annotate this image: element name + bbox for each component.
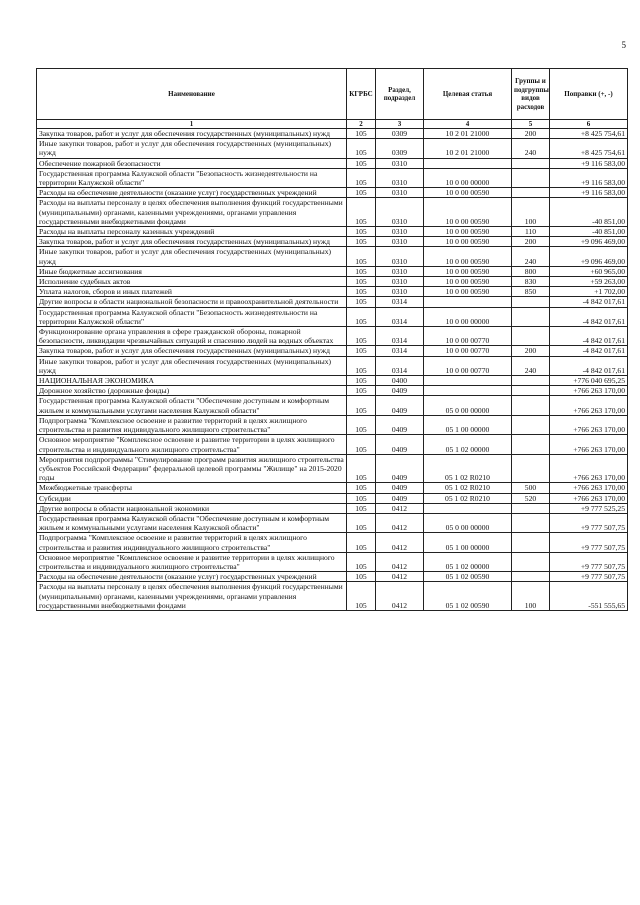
cell-group bbox=[512, 168, 550, 187]
column-number: 1 bbox=[37, 120, 347, 129]
cell-section: 0412 bbox=[376, 552, 424, 571]
cell-group bbox=[512, 158, 550, 168]
cell-target: 05 1 02 R0210 bbox=[424, 483, 512, 493]
cell-target: 10 0 00 00000 bbox=[424, 168, 512, 187]
cell-target: 10 0 00 00590 bbox=[424, 237, 512, 247]
cell-kgrbs: 105 bbox=[347, 139, 376, 158]
cell-target bbox=[424, 386, 512, 396]
cell-amount: +9 116 583,00 bbox=[550, 168, 628, 187]
cell-section: 0409 bbox=[376, 396, 424, 415]
cell-name: Иные закупки товаров, работ и услуг для обеспечения государственных (муниципальных) нужд bbox=[37, 247, 347, 266]
table-row bbox=[37, 415, 628, 434]
cell-target: 10 0 00 00770 bbox=[424, 356, 512, 375]
cell-target: 05 0 00 00000 bbox=[424, 513, 512, 532]
cell-group bbox=[512, 533, 550, 552]
cell-amount: +766 263 170,00 bbox=[550, 454, 628, 483]
cell-target bbox=[424, 158, 512, 168]
cell-amount: -40 851,00 bbox=[550, 198, 628, 227]
cell-target: 05 1 02 00000 bbox=[424, 552, 512, 571]
cell-group: 200 bbox=[512, 346, 550, 356]
cell-section: 0310 bbox=[376, 198, 424, 227]
cell-amount: -4 842 017,61 bbox=[550, 327, 628, 346]
table-row bbox=[37, 287, 628, 297]
cell-target: 10 2 01 21000 bbox=[424, 129, 512, 139]
cell-section: 0400 bbox=[376, 376, 424, 386]
cell-target: 05 1 02 00590 bbox=[424, 582, 512, 611]
column-header-group: Группы и подгруппы видов расходов bbox=[512, 69, 550, 120]
cell-amount: +766 263 170,00 bbox=[550, 483, 628, 493]
cell-section: 0314 bbox=[376, 307, 424, 326]
cell-target: 05 1 02 00590 bbox=[424, 572, 512, 582]
cell-section: 0310 bbox=[376, 188, 424, 198]
cell-section: 0310 bbox=[376, 247, 424, 266]
cell-kgrbs: 105 bbox=[347, 435, 376, 454]
cell-group bbox=[512, 454, 550, 483]
cell-target: 05 0 00 00000 bbox=[424, 396, 512, 415]
cell-amount: +9 096 469,00 bbox=[550, 247, 628, 266]
cell-group bbox=[512, 307, 550, 326]
table-row bbox=[37, 129, 628, 139]
cell-group: 100 bbox=[512, 198, 550, 227]
table-row bbox=[37, 552, 628, 571]
cell-name: Другие вопросы в области национальной экономики bbox=[37, 503, 347, 513]
column-number-row bbox=[37, 120, 628, 129]
cell-group bbox=[512, 376, 550, 386]
cell-amount: -4 842 017,61 bbox=[550, 356, 628, 375]
cell-kgrbs: 105 bbox=[347, 307, 376, 326]
cell-target: 10 0 00 00590 bbox=[424, 188, 512, 198]
cell-group: 830 bbox=[512, 277, 550, 287]
cell-section: 0409 bbox=[376, 435, 424, 454]
cell-kgrbs: 105 bbox=[347, 582, 376, 611]
cell-section: 0310 bbox=[376, 287, 424, 297]
page-number: 5 bbox=[621, 40, 626, 50]
cell-target: 10 0 00 00590 bbox=[424, 247, 512, 266]
cell-group: 240 bbox=[512, 247, 550, 266]
cell-target: 10 0 00 00590 bbox=[424, 287, 512, 297]
cell-amount: +9 777 507,75 bbox=[550, 552, 628, 571]
cell-section: 0412 bbox=[376, 582, 424, 611]
table-body bbox=[37, 129, 628, 611]
cell-amount: -40 851,00 bbox=[550, 227, 628, 237]
cell-name: Закупка товаров, работ и услуг для обеспечения государственных (муниципальных) нужд bbox=[37, 346, 347, 356]
cell-kgrbs: 105 bbox=[347, 376, 376, 386]
cell-group bbox=[512, 327, 550, 346]
cell-target: 10 0 00 00000 bbox=[424, 307, 512, 326]
column-number: 4 bbox=[424, 120, 512, 129]
cell-group: 240 bbox=[512, 356, 550, 375]
cell-kgrbs: 105 bbox=[347, 346, 376, 356]
cell-kgrbs: 105 bbox=[347, 454, 376, 483]
cell-section: 0310 bbox=[376, 168, 424, 187]
table-row bbox=[37, 346, 628, 356]
cell-kgrbs: 105 bbox=[347, 503, 376, 513]
cell-name: Расходы на выплаты персоналу в целях обеспечения выполнения функций государственными (муниципальными) органами, казенными учреждениями, органами управления государственными внебюджетными фондами bbox=[37, 198, 347, 227]
cell-kgrbs: 105 bbox=[347, 572, 376, 582]
cell-section: 0412 bbox=[376, 533, 424, 552]
cell-kgrbs: 105 bbox=[347, 158, 376, 168]
cell-section: 0409 bbox=[376, 415, 424, 434]
cell-section: 0314 bbox=[376, 297, 424, 307]
table-row bbox=[37, 376, 628, 386]
table-row bbox=[37, 227, 628, 237]
cell-kgrbs: 105 bbox=[347, 327, 376, 346]
cell-name: НАЦИОНАЛЬНАЯ ЭКОНОМИКА bbox=[37, 376, 347, 386]
cell-amount: +9 777 507,75 bbox=[550, 572, 628, 582]
table-row bbox=[37, 396, 628, 415]
cell-name: Государственная программа Калужской области "Безопасность жизнедеятельности на территории Калужской области" bbox=[37, 168, 347, 187]
cell-amount: -551 555,65 bbox=[550, 582, 628, 611]
table-row bbox=[37, 168, 628, 187]
cell-name: Мероприятия подпрограммы "Стимулирование программ развития жилищного строительства субъектов Российской Федерации" федеральной целевой программы "Жилище" на 2015-2020 годы bbox=[37, 454, 347, 483]
column-number: 5 bbox=[512, 120, 550, 129]
table-row bbox=[37, 356, 628, 375]
cell-name: Расходы на обеспечение деятельности (оказание услуг) государственных учреждений bbox=[37, 188, 347, 198]
table-row bbox=[37, 483, 628, 493]
cell-kgrbs: 105 bbox=[347, 386, 376, 396]
cell-name: Подпрограмма "Комплексное освоение и развитие территорий в целях жилищного строительства и развития индивидуального жилищного строительства" bbox=[37, 415, 347, 434]
table-row bbox=[37, 327, 628, 346]
cell-kgrbs: 105 bbox=[347, 287, 376, 297]
cell-name: Другие вопросы в области национальной безопасности и правоохранительной деятельности bbox=[37, 297, 347, 307]
cell-group bbox=[512, 386, 550, 396]
cell-kgrbs: 105 bbox=[347, 297, 376, 307]
cell-amount: +9 116 583,00 bbox=[550, 188, 628, 198]
cell-amount: +9 096 469,00 bbox=[550, 237, 628, 247]
cell-group: 800 bbox=[512, 266, 550, 276]
cell-amount: +8 425 754,61 bbox=[550, 139, 628, 158]
cell-target bbox=[424, 503, 512, 513]
table-row bbox=[37, 454, 628, 483]
cell-kgrbs: 105 bbox=[347, 168, 376, 187]
cell-group: 100 bbox=[512, 582, 550, 611]
cell-section: 0409 bbox=[376, 454, 424, 483]
cell-section: 0314 bbox=[376, 327, 424, 346]
cell-kgrbs: 105 bbox=[347, 129, 376, 139]
column-header-kgrbs: КГРБС bbox=[347, 69, 376, 120]
table-row bbox=[37, 307, 628, 326]
column-header-target: Целевая статья bbox=[424, 69, 512, 120]
cell-group: 240 bbox=[512, 139, 550, 158]
cell-section: 0310 bbox=[376, 266, 424, 276]
cell-amount: +8 425 754,61 bbox=[550, 129, 628, 139]
cell-name: Субсидии bbox=[37, 493, 347, 503]
cell-kgrbs: 105 bbox=[347, 277, 376, 287]
table-row bbox=[37, 493, 628, 503]
column-header-amount: Поправки (+, -) bbox=[550, 69, 628, 120]
table-row bbox=[37, 513, 628, 532]
cell-group bbox=[512, 297, 550, 307]
cell-name: Иные закупки товаров, работ и услуг для обеспечения государственных (муниципальных) нужд bbox=[37, 356, 347, 375]
cell-amount: -4 842 017,61 bbox=[550, 307, 628, 326]
cell-name: Иные бюджетные ассигнования bbox=[37, 266, 347, 276]
table-row bbox=[37, 158, 628, 168]
cell-section: 0310 bbox=[376, 277, 424, 287]
cell-amount: +1 702,00 bbox=[550, 287, 628, 297]
cell-amount: -4 842 017,61 bbox=[550, 297, 628, 307]
cell-section: 0310 bbox=[376, 227, 424, 237]
cell-target: 10 0 00 00590 bbox=[424, 277, 512, 287]
cell-name: Основное мероприятие "Комплексное освоение и развитие территории в целях жилищного строительства и индивидуального жилищного строительства" bbox=[37, 435, 347, 454]
cell-group: 200 bbox=[512, 129, 550, 139]
cell-amount: +60 965,00 bbox=[550, 266, 628, 276]
cell-group bbox=[512, 503, 550, 513]
cell-name: Государственная программа Калужской области "Обеспечение доступным и комфортным жильем и коммунальными услугами населения Калужской области" bbox=[37, 513, 347, 532]
cell-name: Расходы на выплаты персоналу казенных учреждений bbox=[37, 227, 347, 237]
cell-section: 0314 bbox=[376, 356, 424, 375]
cell-group: 200 bbox=[512, 237, 550, 247]
cell-section: 0309 bbox=[376, 129, 424, 139]
cell-name: Закупка товаров, работ и услуг для обеспечения государственных (муниципальных) нужд bbox=[37, 237, 347, 247]
table-row bbox=[37, 237, 628, 247]
cell-kgrbs: 105 bbox=[347, 227, 376, 237]
cell-amount: +9 116 583,00 bbox=[550, 158, 628, 168]
budget-amendments-table bbox=[36, 68, 628, 611]
cell-kgrbs: 105 bbox=[347, 513, 376, 532]
cell-kgrbs: 105 bbox=[347, 396, 376, 415]
cell-amount: +766 263 170,00 bbox=[550, 493, 628, 503]
table-row bbox=[37, 277, 628, 287]
cell-amount: +766 263 170,00 bbox=[550, 435, 628, 454]
cell-name: Дорожное хозяйство (дорожные фонды) bbox=[37, 386, 347, 396]
cell-section: 0310 bbox=[376, 237, 424, 247]
cell-kgrbs: 105 bbox=[347, 483, 376, 493]
cell-kgrbs: 105 bbox=[347, 552, 376, 571]
cell-kgrbs: 105 bbox=[347, 493, 376, 503]
cell-name: Функционирование органа управления в сфере гражданской обороны, пожарной безопасности, ликвидации чрезвычайных ситуаций и спасению людей на водных объектах bbox=[37, 327, 347, 346]
cell-target: 05 1 02 R0210 bbox=[424, 454, 512, 483]
cell-amount: +766 263 170,00 bbox=[550, 386, 628, 396]
table-row bbox=[37, 533, 628, 552]
cell-target: 10 0 00 00590 bbox=[424, 266, 512, 276]
table-row bbox=[37, 386, 628, 396]
cell-target: 05 1 02 00000 bbox=[424, 435, 512, 454]
cell-name: Уплата налогов, сборов и иных платежей bbox=[37, 287, 347, 297]
cell-section: 0314 bbox=[376, 346, 424, 356]
table-row bbox=[37, 297, 628, 307]
cell-kgrbs: 105 bbox=[347, 266, 376, 276]
cell-kgrbs: 105 bbox=[347, 415, 376, 434]
cell-group: 110 bbox=[512, 227, 550, 237]
cell-name: Государственная программа Калужской области "Обеспечение доступным и комфортным жильем и коммунальными услугами населения Калужской области" bbox=[37, 396, 347, 415]
cell-target: 10 2 01 21000 bbox=[424, 139, 512, 158]
cell-amount: +766 263 170,00 bbox=[550, 396, 628, 415]
table-row bbox=[37, 266, 628, 276]
table-header-row bbox=[37, 69, 628, 120]
cell-section: 0412 bbox=[376, 503, 424, 513]
cell-target: 05 1 00 00000 bbox=[424, 415, 512, 434]
table-row bbox=[37, 139, 628, 158]
cell-amount: +9 777 507,75 bbox=[550, 513, 628, 532]
cell-amount: +776 040 695,25 bbox=[550, 376, 628, 386]
table-row bbox=[37, 503, 628, 513]
cell-target bbox=[424, 297, 512, 307]
cell-name: Государственная программа Калужской области "Безопасность жизнедеятельности на территории Калужской области" bbox=[37, 307, 347, 326]
cell-amount: -4 842 017,61 bbox=[550, 346, 628, 356]
cell-group: 500 bbox=[512, 483, 550, 493]
cell-name: Межбюджетные трансферты bbox=[37, 483, 347, 493]
cell-name: Исполнение судебных актов bbox=[37, 277, 347, 287]
cell-group bbox=[512, 572, 550, 582]
cell-section: 0409 bbox=[376, 483, 424, 493]
cell-amount: +9 777 525,25 bbox=[550, 503, 628, 513]
column-header-name: Наименование bbox=[37, 69, 347, 120]
column-header-section: Раздел, подраздел bbox=[376, 69, 424, 120]
cell-amount: +766 263 170,00 bbox=[550, 415, 628, 434]
cell-section: 0309 bbox=[376, 139, 424, 158]
cell-target: 10 0 00 00770 bbox=[424, 327, 512, 346]
column-number: 3 bbox=[376, 120, 424, 129]
cell-kgrbs: 105 bbox=[347, 247, 376, 266]
table-row bbox=[37, 435, 628, 454]
cell-section: 0409 bbox=[376, 493, 424, 503]
cell-group bbox=[512, 415, 550, 434]
cell-name: Подпрограмма "Комплексное освоение и развитие территорий в целях жилищного строительства и развития индивидуального жилищного строительства" bbox=[37, 533, 347, 552]
cell-amount: +59 263,00 bbox=[550, 277, 628, 287]
cell-kgrbs: 105 bbox=[347, 188, 376, 198]
cell-name: Основное мероприятие "Комплексное освоение и развитие территории в целях жилищного строительства и индивидуального жилищного строительства" bbox=[37, 552, 347, 571]
cell-name: Иные закупки товаров, работ и услуг для обеспечения государственных (муниципальных) нужд bbox=[37, 139, 347, 158]
cell-group bbox=[512, 188, 550, 198]
cell-group: 520 bbox=[512, 493, 550, 503]
cell-group bbox=[512, 513, 550, 532]
cell-group bbox=[512, 435, 550, 454]
cell-target: 10 0 00 00590 bbox=[424, 198, 512, 227]
cell-kgrbs: 105 bbox=[347, 356, 376, 375]
table-row bbox=[37, 572, 628, 582]
column-number: 2 bbox=[347, 120, 376, 129]
cell-target bbox=[424, 376, 512, 386]
table-row bbox=[37, 198, 628, 227]
cell-target: 05 1 00 00000 bbox=[424, 533, 512, 552]
cell-kgrbs: 105 bbox=[347, 198, 376, 227]
cell-target: 10 0 00 00770 bbox=[424, 346, 512, 356]
cell-section: 0412 bbox=[376, 513, 424, 532]
cell-name: Расходы на обеспечение деятельности (оказание услуг) государственных учреждений bbox=[37, 572, 347, 582]
cell-section: 0409 bbox=[376, 386, 424, 396]
cell-kgrbs: 105 bbox=[347, 533, 376, 552]
cell-amount: +9 777 507,75 bbox=[550, 533, 628, 552]
cell-name: Расходы на выплаты персоналу в целях обеспечения выполнения функций государственными (муниципальными) органами, казенными учреждениями, органами управления государственными внебюджетными фондами bbox=[37, 582, 347, 611]
table-row bbox=[37, 247, 628, 266]
table-row bbox=[37, 188, 628, 198]
cell-group bbox=[512, 396, 550, 415]
cell-target: 05 1 02 R0210 bbox=[424, 493, 512, 503]
cell-target: 10 0 00 00590 bbox=[424, 227, 512, 237]
cell-name: Закупка товаров, работ и услуг для обеспечения государственных (муниципальных) нужд bbox=[37, 129, 347, 139]
cell-group bbox=[512, 552, 550, 571]
cell-section: 0310 bbox=[376, 158, 424, 168]
cell-name: Обеспечение пожарной безопасности bbox=[37, 158, 347, 168]
cell-section: 0412 bbox=[376, 572, 424, 582]
cell-group: 850 bbox=[512, 287, 550, 297]
column-number: 6 bbox=[550, 120, 628, 129]
table-row bbox=[37, 582, 628, 611]
cell-kgrbs: 105 bbox=[347, 237, 376, 247]
